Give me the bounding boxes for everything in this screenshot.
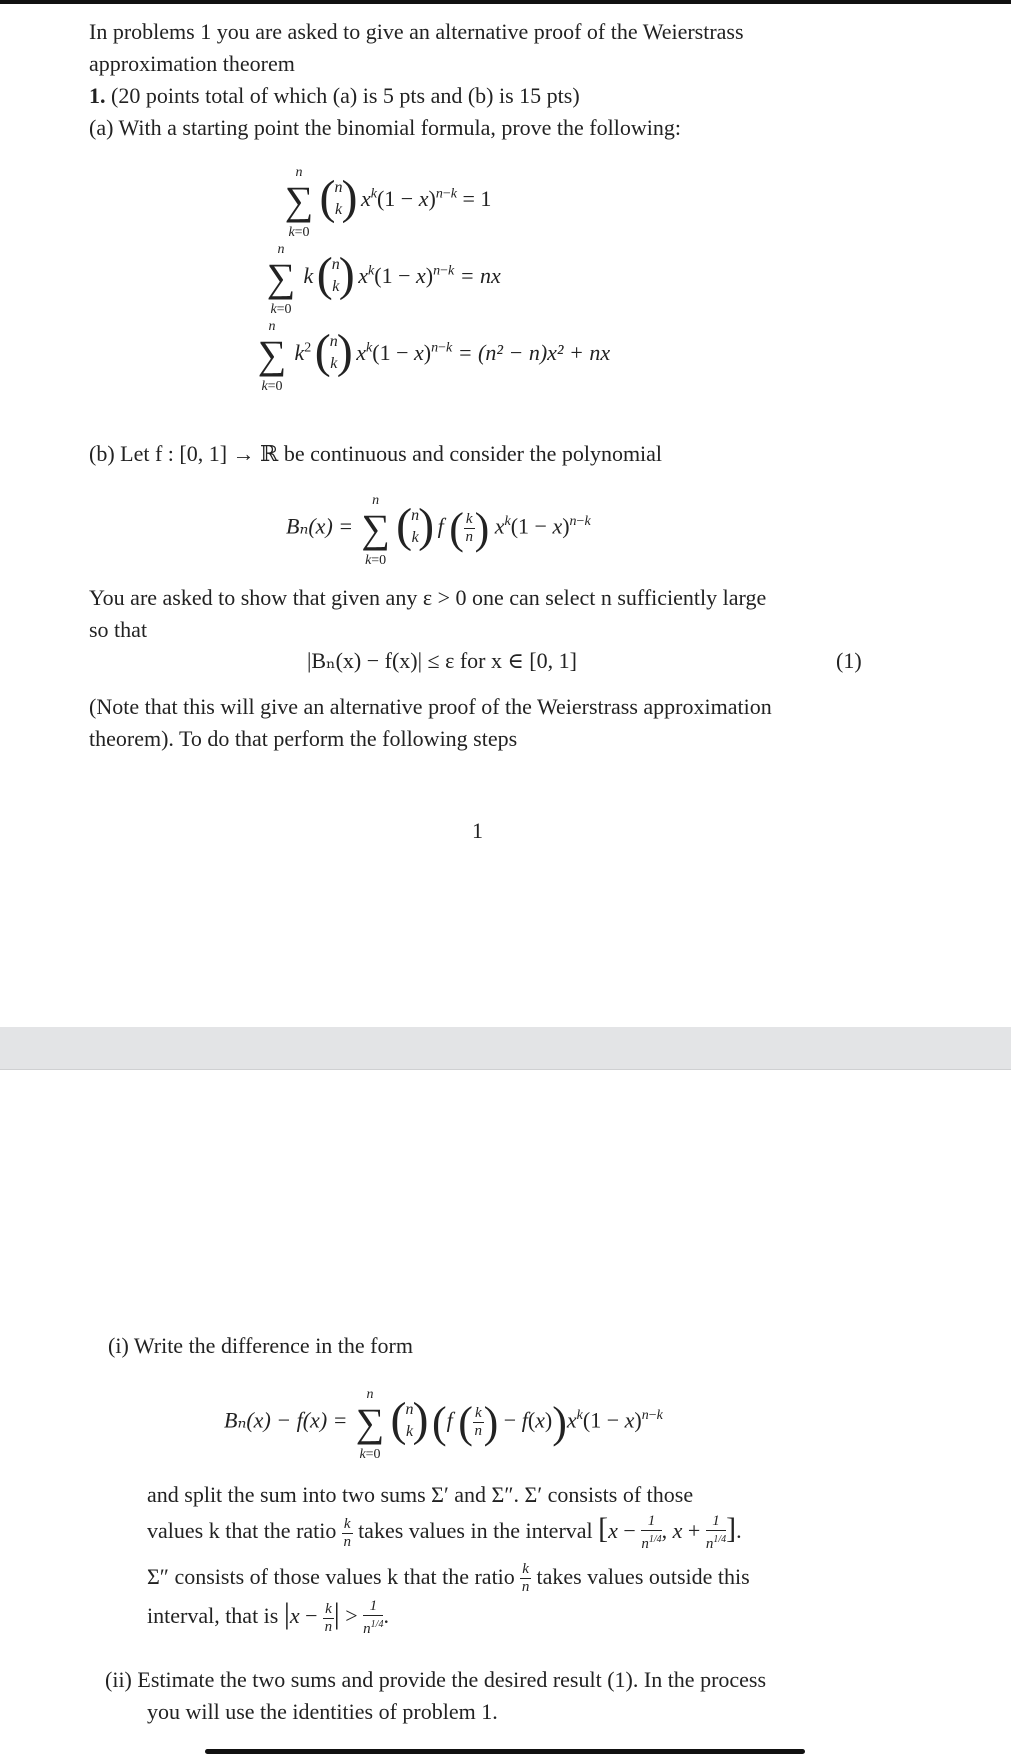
note-line-1: (Note that this will give an alternative proof of the Weierstrass approximation	[89, 694, 772, 719]
split-line-1: and split the sum into two sums Σ′ and Σ″. Σ′ consists of those	[147, 1482, 694, 1507]
identity-1-rhs: = 1	[462, 186, 492, 212]
part-b-text: (b) Let f : [0, 1] → ℝ be continuous and consider the polynomial	[89, 441, 663, 466]
part-a-text: (a) With a starting point the binomial formula, prove the following:	[89, 115, 681, 140]
split-line-2b: takes values in the interval	[358, 1518, 593, 1544]
binomial-coefficient: ( n k )	[319, 171, 358, 224]
split-line-3	[147, 1561, 750, 1596]
page-break	[0, 1027, 1011, 1070]
ratio-fraction: $\frac{k}{n}$	[343, 1515, 351, 1550]
step-ii	[105, 1664, 766, 1728]
sum-symbol: n ∑ k=0	[257, 319, 287, 394]
main-inequality: |Bₙ(x) − f(x)| ≤ ε for x ∈ [0, 1]	[307, 648, 577, 673]
difference-formula: Bₙ(x) − f(x) = n ∑ k=0 ( n k ) (f ( $\frac{k}{n}$ ) − $f(x))x^k(1 - x)^{n-k}$	[224, 1386, 663, 1462]
show-statement	[89, 582, 766, 646]
step-ii-line-1: (ii) Estimate the two sums and provide the desired result (1). In the process	[105, 1667, 767, 1692]
problem-number: 1.	[89, 83, 106, 108]
split-line-4: interval, that is |x − $\frac{k}{n}$ | > $\frac{1}{n^{1/4}}$ .	[147, 1597, 389, 1637]
points-text: (20 points total of which (a) is 5 pts and (b) is 15 pts)	[111, 83, 580, 108]
identity-3: n ∑ k=0 $k^2$ ( n k ) $x^k(1 - x)^{n-k} = (n^2 - n)x^2$ + nx	[255, 332, 610, 378]
sum-symbol: n ∑ k=0	[284, 165, 314, 240]
problem-intro	[89, 16, 869, 144]
difference-lhs: Bₙ(x) − f(x) =	[224, 1407, 348, 1433]
sum-symbol: n ∑ k=0	[266, 242, 296, 317]
show-line-2: so that	[89, 617, 148, 642]
identity-2: n ∑ k=0 k ( n k ) $x^k(1 - x)^{n-k}$ = nx	[264, 255, 501, 301]
binomial-coefficient: ( n k )	[314, 325, 353, 378]
step-ii-line-2: you will use the identities of problem 1.	[147, 1699, 498, 1724]
split-line-3b: takes values outside this	[536, 1564, 750, 1589]
sum-symbol: n ∑ k=0	[361, 492, 390, 568]
note-line-2: theorem). To do that perform the following steps	[89, 726, 518, 751]
identity-2-rhs: = nx	[459, 263, 501, 289]
bernstein-lhs: Bₙ(x) =	[286, 513, 354, 539]
sum-symbol: n ∑ k=0	[355, 1386, 385, 1462]
ratio-fraction: $\frac{k}{n}$	[521, 1561, 530, 1596]
split-line-4-text: interval, that is	[147, 1603, 279, 1629]
top-border	[0, 0, 1011, 4]
split-line-2: values k that the ratio $\frac{k}{n}$ takes values in the interval [x − $\frac{1}{n^{1/4}}$ , x + $\frac{1}{n^{1/4}}$ ].	[147, 1512, 742, 1552]
page-number: 1	[472, 818, 483, 843]
split-line-3a: Σ″ consists of those values k that the ratio	[147, 1564, 515, 1589]
split-line-2a: values k that the ratio	[147, 1518, 337, 1544]
binomial-coefficient: ( n k )	[316, 248, 355, 301]
identity-1: n ∑ k=0 ( n k ) $x^k(1 - x)^{n-k} = 1$	[282, 178, 491, 224]
note-text	[89, 691, 772, 755]
intro-line-1: In problems 1 you are asked to give an alternative proof of the Weierstrass	[89, 19, 744, 44]
problem-header	[89, 80, 869, 112]
intro-line-2: approximation theorem	[89, 51, 295, 76]
show-line-1: You are asked to show that given any ε > 0 one can select n sufficiently large	[89, 585, 767, 610]
binomial-coefficient: ( n k )	[390, 1392, 429, 1446]
step-i-label: (i) Write the difference in the form	[108, 1333, 413, 1358]
identity-3-rhs: = (n² − n)x² + nx	[457, 340, 611, 366]
bernstein-polynomial: Bₙ(x) = n ∑ k=0 ( n k ) f ( $\frac{k}{n}$ ) $x^k(1 - x)^{n-k}$	[286, 492, 591, 568]
binomial-coefficient: ( n k )	[396, 498, 435, 552]
home-indicator[interactable]	[205, 1749, 805, 1754]
equation-number: (1)	[836, 648, 862, 673]
